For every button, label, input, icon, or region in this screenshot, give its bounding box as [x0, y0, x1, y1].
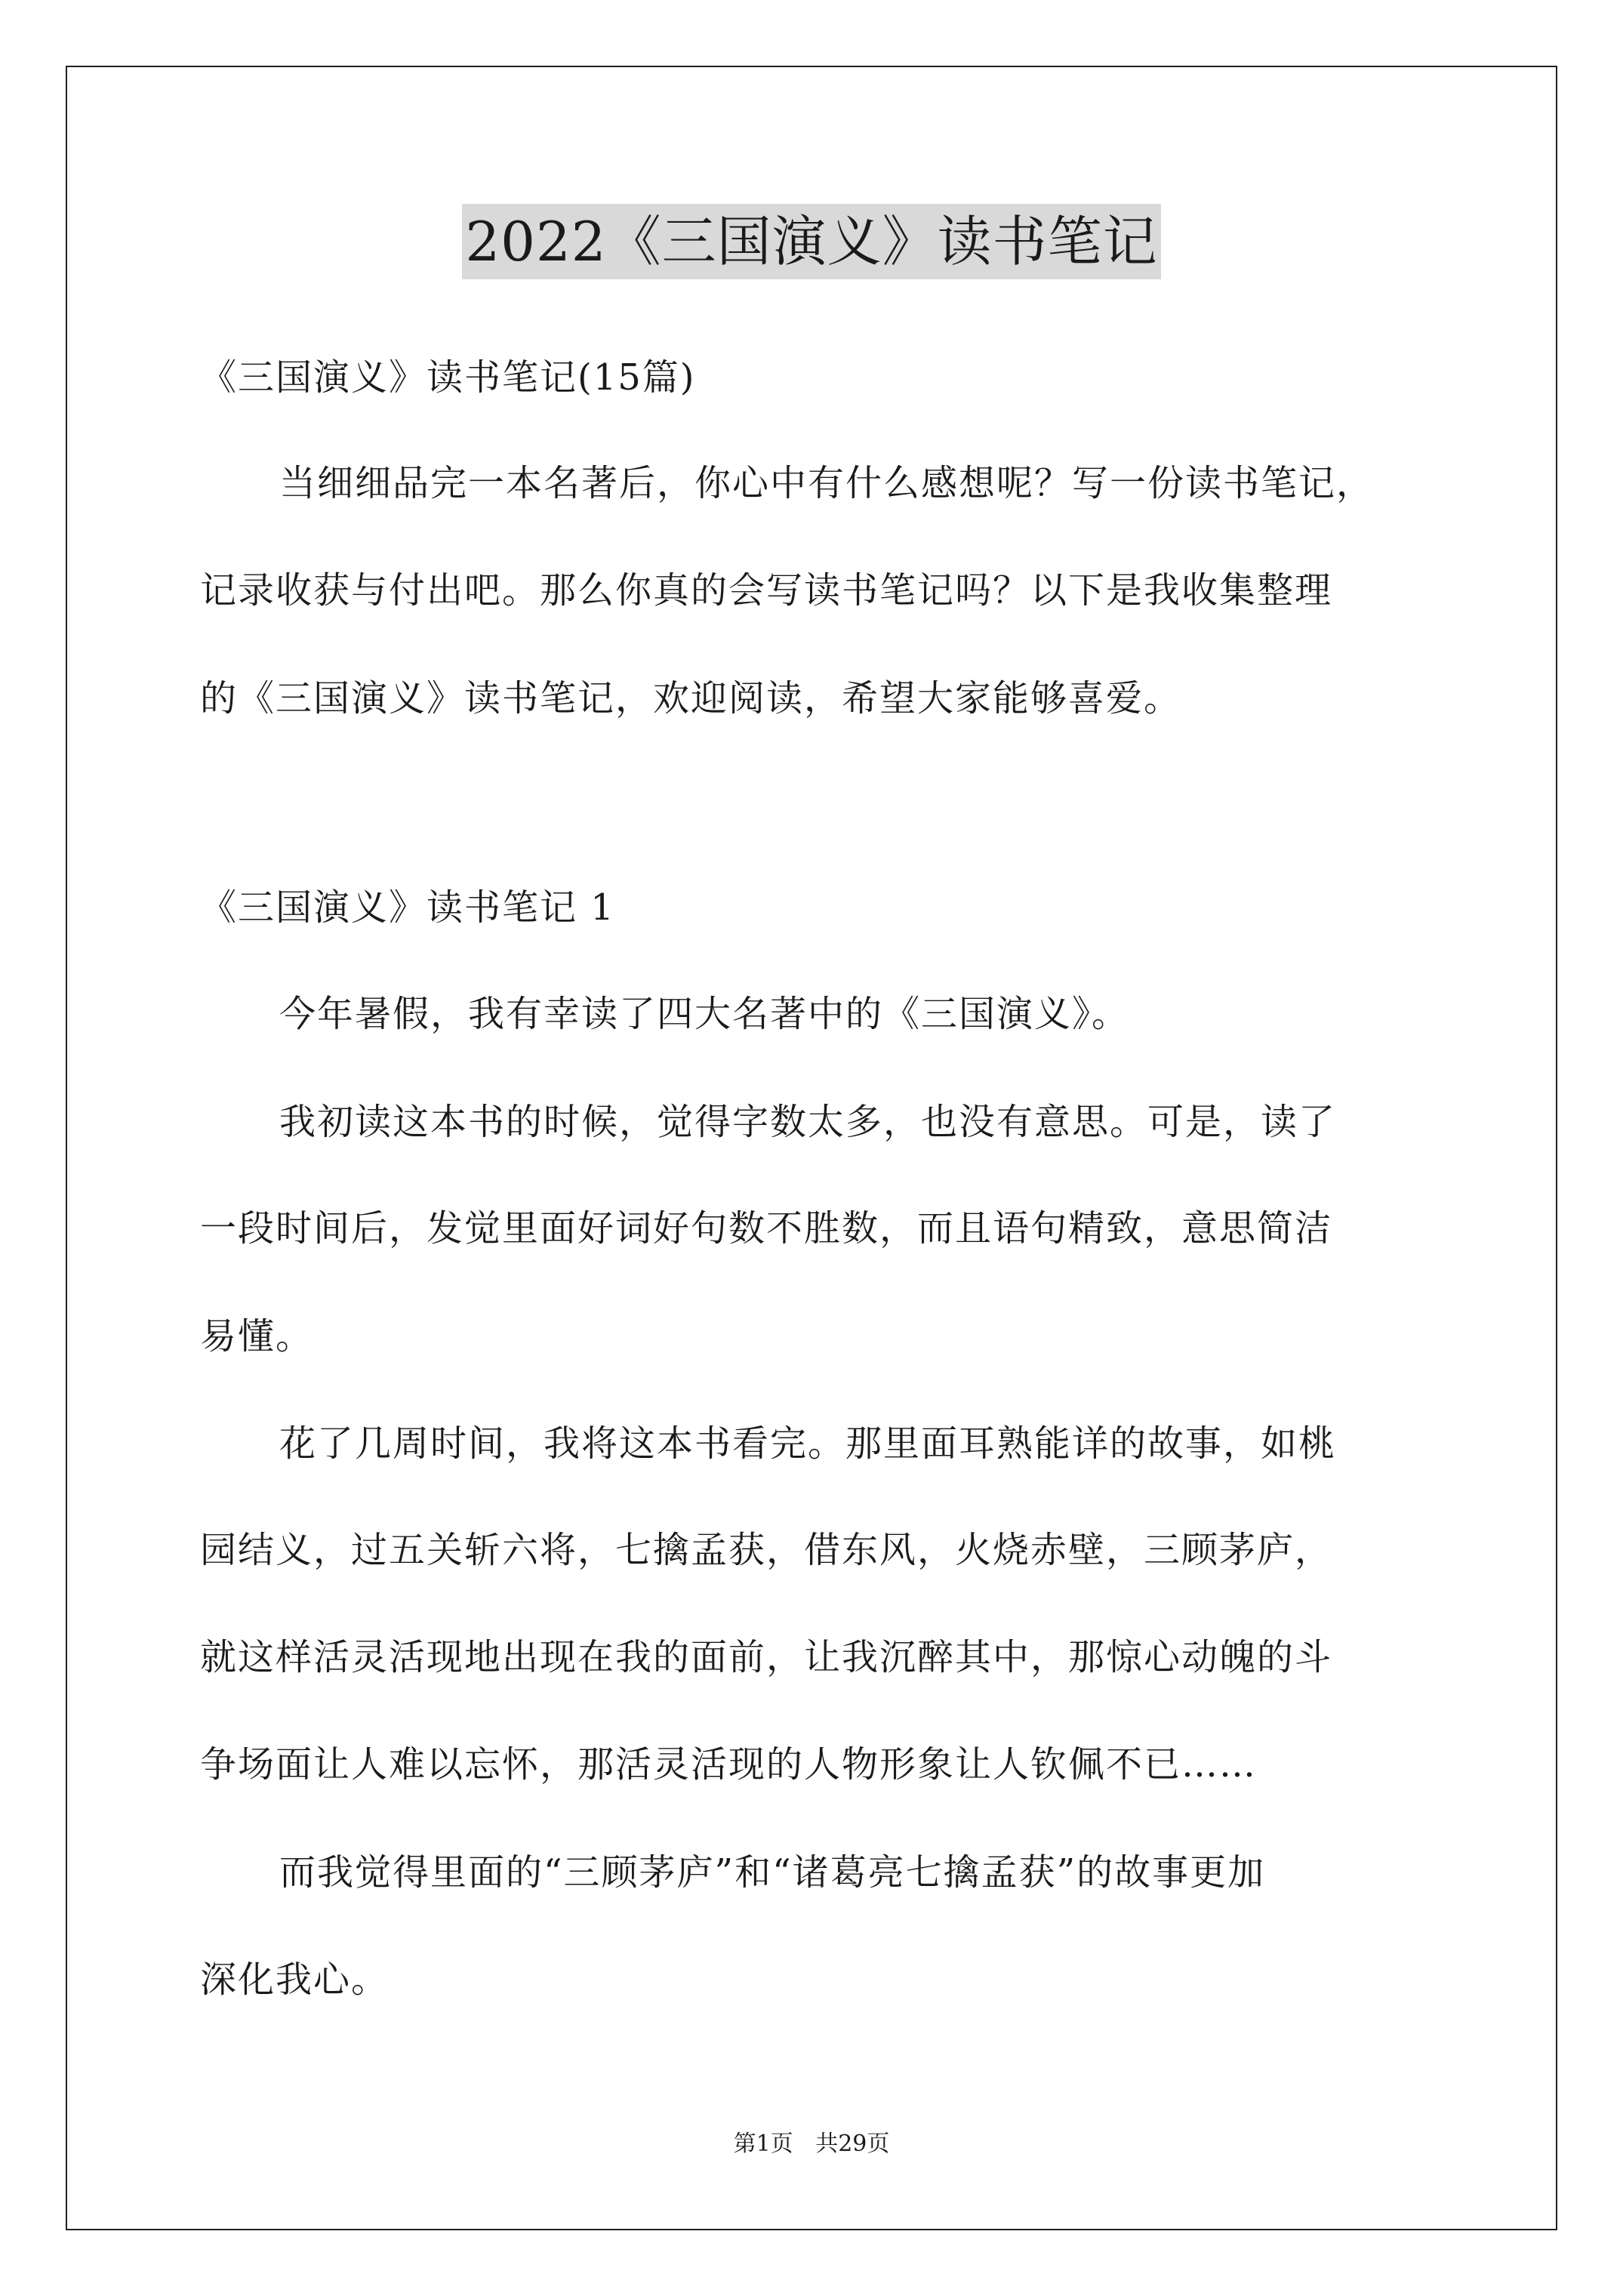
- body-line: 就这样活灵活现地出现在我的面前，让我沉醉其中，那惊心动魄的斗: [200, 1636, 1333, 1678]
- body-line: 今年暑假，我有幸读了四大名著中的《三国演义》。: [279, 993, 1130, 1035]
- page-footer: [0, 2129, 1623, 2159]
- body-line: 易懂。: [200, 1315, 314, 1358]
- intro-line: 当细细品完一本名著后，你心中有什么感想呢？写一份读书笔记，: [279, 462, 1375, 504]
- title-container: [0, 204, 1623, 279]
- intro-line: 记录收获与付出吧。那么你真的会写读书笔记吗？以下是我收集整理: [200, 569, 1333, 612]
- body-line: 争场面让人难以忘怀，那活灵活现的人物形象让人钦佩不已……: [200, 1743, 1258, 1786]
- body-line: 而我觉得里面的“三顾茅庐”和“诸葛亮七擒孟获”的故事更加: [279, 1851, 1266, 1894]
- document-title: 2022《三国演义》读书笔记: [462, 204, 1160, 279]
- body-line: 一段时间后，发觉里面好词好句数不胜数，而且语句精致，意思简洁: [200, 1207, 1333, 1250]
- body-line: 园结义，过五关斩六将，七擒孟获，借东风，火烧赤壁，三顾茅庐，: [200, 1529, 1333, 1571]
- body-line: 花了几周时间，我将这本书看完。那里面耳熟能详的故事，如桃: [279, 1422, 1337, 1465]
- page-number: 第1页: [733, 2131, 793, 2157]
- body-line: 深化我心。: [200, 1959, 390, 2001]
- body-line: 我初读这本书的时候，觉得字数太多，也没有意思。可是，读了: [279, 1101, 1337, 1143]
- page-total: 共29页: [815, 2131, 890, 2157]
- section-heading: 《三国演义》读书笔记 1: [200, 886, 615, 929]
- intro-line: 的《三国演义》读书笔记，欢迎阅读，希望大家能够喜爱。: [200, 677, 1182, 720]
- document-subtitle: 《三国演义》读书笔记(15篇): [200, 356, 696, 399]
